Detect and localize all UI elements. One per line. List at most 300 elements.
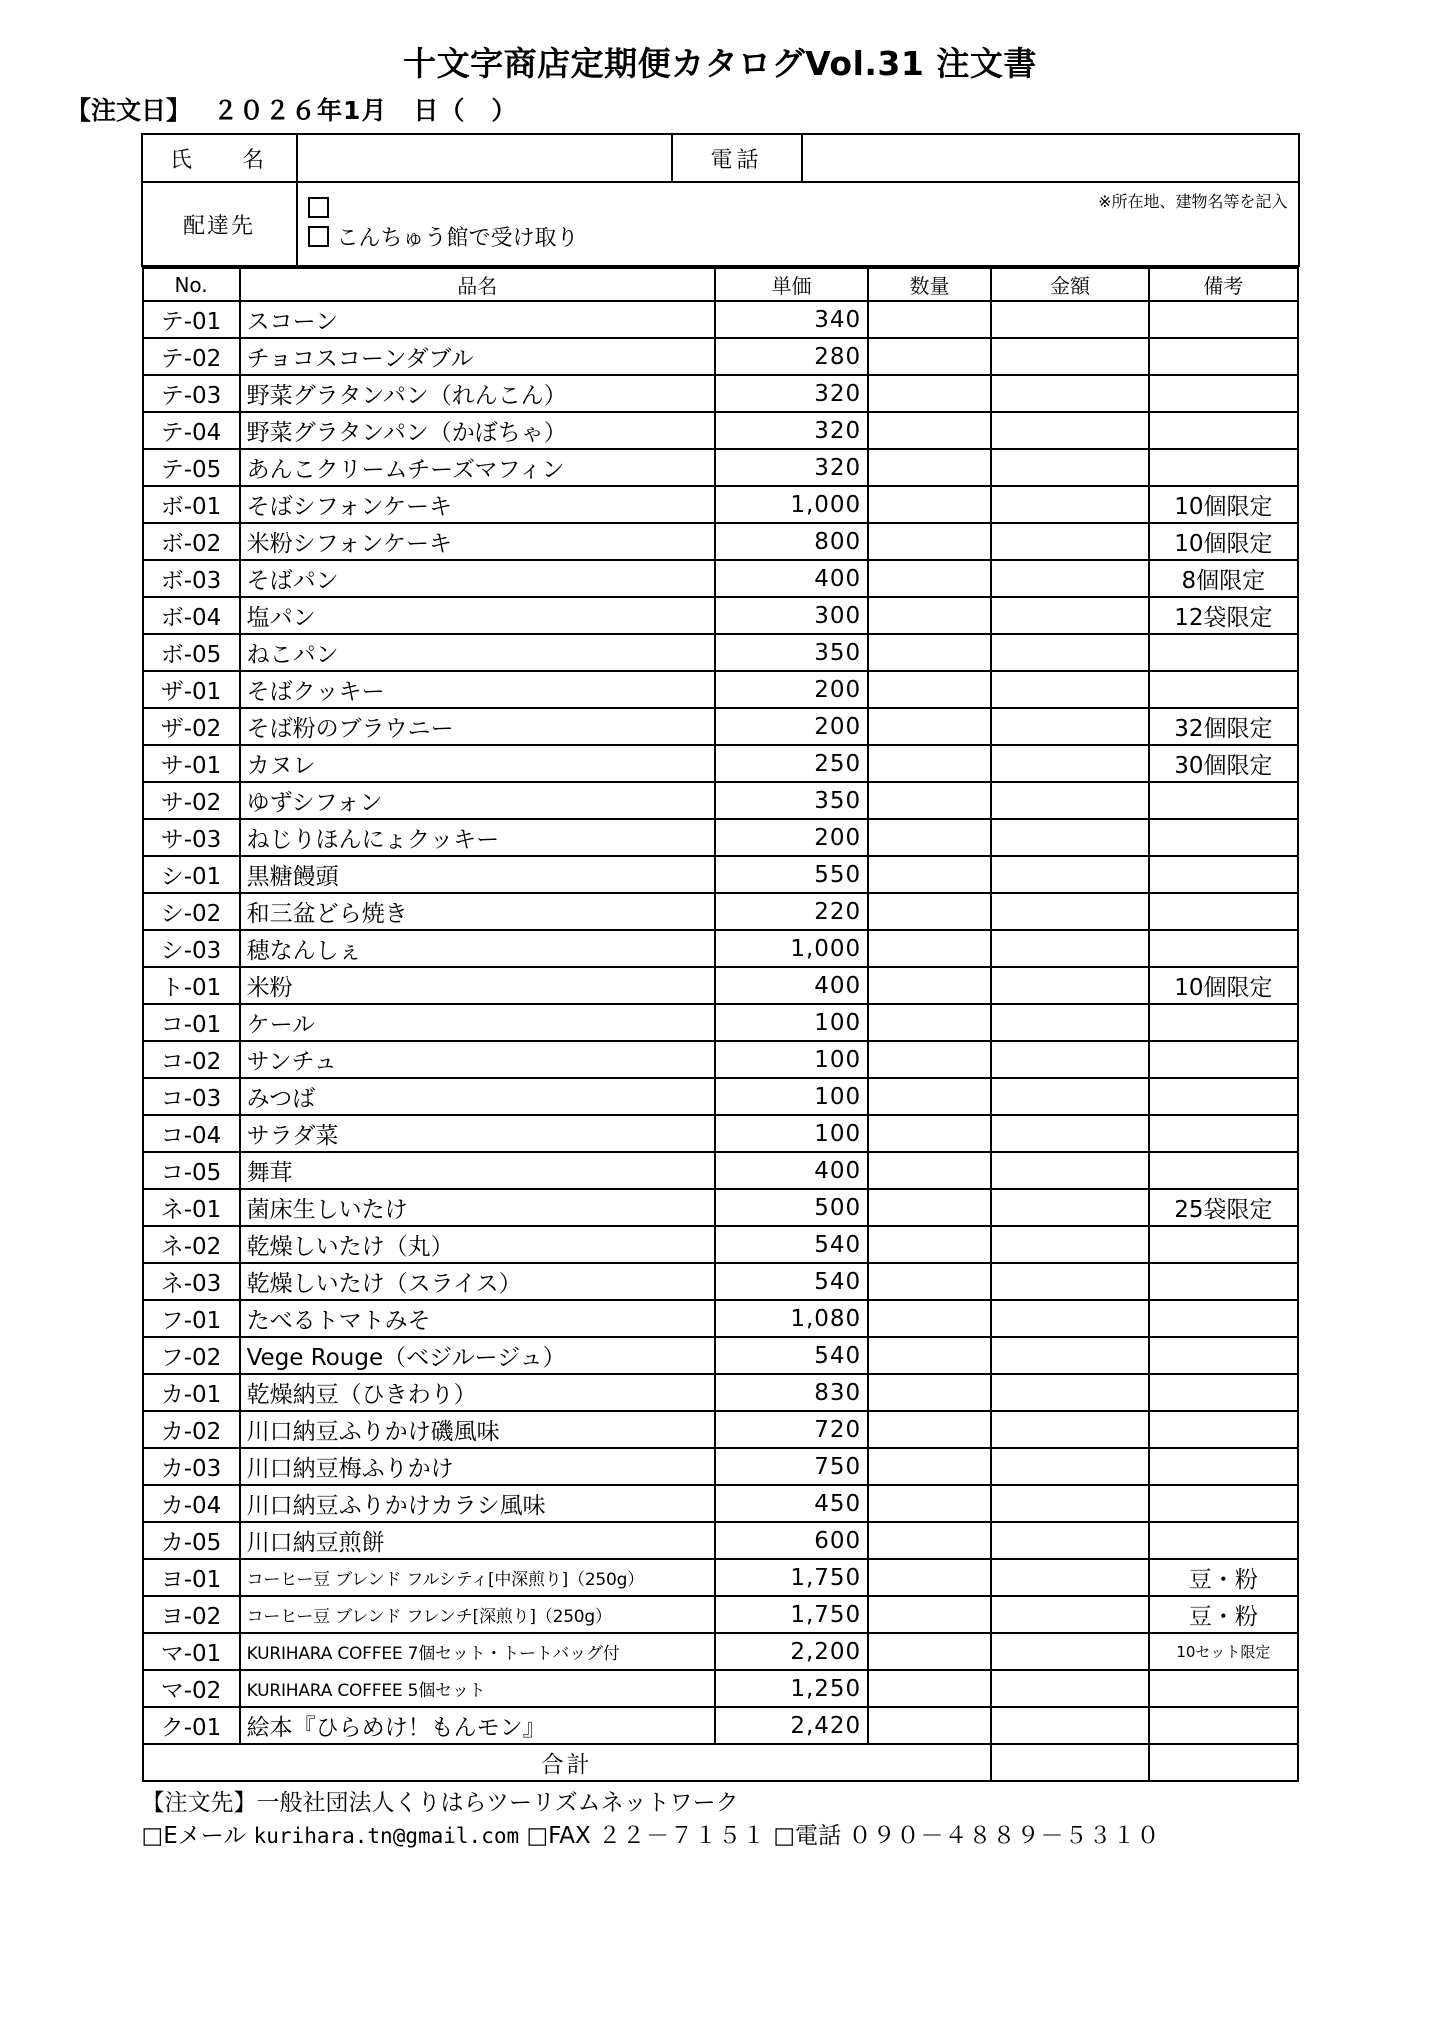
cell-item-name: サンチュ <box>240 1041 715 1078</box>
cell-amount-input[interactable] <box>991 560 1149 597</box>
cell-unit-price: 720 <box>715 1411 868 1448</box>
cell-amount-input[interactable] <box>991 486 1149 523</box>
cell-unit-price: 1,250 <box>715 1670 868 1707</box>
footer-email-label: □Eメール <box>141 1823 247 1850</box>
cell-amount-input[interactable] <box>991 1633 1149 1670</box>
cell-amount-input[interactable] <box>991 412 1149 449</box>
table-row <box>143 597 1298 634</box>
table-row <box>143 1004 1298 1041</box>
cell-amount-input[interactable] <box>991 1522 1149 1559</box>
cell-no: カ-01 <box>143 1374 240 1411</box>
order-date-label: 【注文日】 <box>66 96 192 125</box>
cell-unit-price: 540 <box>715 1263 868 1300</box>
page-title: 十文字商店定期便カタログVol.31 注文書 <box>403 44 1037 83</box>
cell-unit-price: 750 <box>715 1448 868 1485</box>
cell-amount-input[interactable] <box>991 745 1149 782</box>
cell-quantity-input[interactable] <box>868 560 991 597</box>
cell-amount-input[interactable] <box>991 782 1149 819</box>
total-label: 合計 <box>143 1744 991 1781</box>
footer-fax: ２２－７１５１ <box>598 1823 767 1850</box>
cell-unit-price: 350 <box>715 634 868 671</box>
cell-quantity-input[interactable] <box>868 1337 991 1374</box>
customer-name-row <box>142 134 1299 182</box>
cell-no: シ-01 <box>143 856 240 893</box>
cell-no: コ-03 <box>143 1078 240 1115</box>
footer-email[interactable]: kurihara.tn@gmail.com <box>253 1824 520 1849</box>
cell-no: ザ-02 <box>143 708 240 745</box>
cell-note: 10個限定 <box>1149 523 1297 560</box>
cell-no: ト-01 <box>143 967 240 1004</box>
cell-unit-price: 540 <box>715 1337 868 1374</box>
table-row <box>143 1411 1298 1448</box>
cell-quantity-input[interactable] <box>868 1522 991 1559</box>
cell-no: フ-02 <box>143 1337 240 1374</box>
table-header-row <box>143 268 1298 301</box>
cell-quantity-input[interactable] <box>868 523 991 560</box>
cell-amount-input[interactable] <box>991 819 1149 856</box>
cell-note: 12袋限定 <box>1149 597 1297 634</box>
header-item: 品名 <box>240 268 715 301</box>
cell-unit-price: 400 <box>715 967 868 1004</box>
cell-unit-price: 540 <box>715 1226 868 1263</box>
tel-input[interactable] <box>802 134 1299 182</box>
cell-no: マ-02 <box>143 1670 240 1707</box>
cell-unit-price: 450 <box>715 1485 868 1522</box>
cell-unit-price: 1,000 <box>715 930 868 967</box>
table-row <box>143 1263 1298 1300</box>
cell-item-name: 穂なんしぇ <box>240 930 715 967</box>
cell-no: ク-01 <box>143 1707 240 1744</box>
table-row <box>143 1707 1298 1744</box>
cell-quantity-input[interactable] <box>868 1707 991 1744</box>
cell-no: サ-01 <box>143 745 240 782</box>
table-row <box>143 523 1298 560</box>
cell-quantity-input[interactable] <box>868 1559 991 1596</box>
cell-no: シ-02 <box>143 893 240 930</box>
cell-no: テ-02 <box>143 338 240 375</box>
cell-note: 10個限定 <box>1149 486 1297 523</box>
cell-no: ヨ-02 <box>143 1596 240 1633</box>
cell-unit-price: 600 <box>715 1522 868 1559</box>
cell-note: 豆・粉 <box>1149 1596 1297 1633</box>
cell-amount-input[interactable] <box>991 893 1149 930</box>
cell-note <box>1149 782 1297 819</box>
cell-item-name: 塩パン <box>240 597 715 634</box>
table-row <box>143 1226 1298 1263</box>
cell-unit-price: 280 <box>715 338 868 375</box>
total-row <box>143 1744 1298 1781</box>
cell-quantity-input[interactable] <box>868 1448 991 1485</box>
cell-item-name: 米粉 <box>240 967 715 1004</box>
cell-item-name: 川口納豆梅ふりかけ <box>240 1448 715 1485</box>
footer-fax-label: □FAX <box>526 1823 591 1850</box>
cell-quantity-input[interactable] <box>868 1596 991 1633</box>
cell-unit-price: 100 <box>715 1004 868 1041</box>
cell-amount-input[interactable] <box>991 856 1149 893</box>
table-row <box>143 782 1298 819</box>
cell-note <box>1149 1485 1297 1522</box>
cell-item-name: 菌床生しいたけ <box>240 1189 715 1226</box>
cell-no: ボ-01 <box>143 486 240 523</box>
cell-note <box>1149 1411 1297 1448</box>
cell-note <box>1149 412 1297 449</box>
cell-item-name: 絵本『ひらめけ！もんモン』 <box>240 1707 715 1744</box>
cell-unit-price: 1,750 <box>715 1559 868 1596</box>
cell-item-name: 川口納豆ふりかけ磯風味 <box>240 1411 715 1448</box>
cell-item-name: 川口納豆ふりかけカラシ風味 <box>240 1485 715 1522</box>
cell-amount-input[interactable] <box>991 1189 1149 1226</box>
cell-unit-price: 200 <box>715 671 868 708</box>
cell-note: 30個限定 <box>1149 745 1297 782</box>
cell-quantity-input[interactable] <box>868 745 991 782</box>
cell-item-name: 黒糖饅頭 <box>240 856 715 893</box>
cell-amount-input[interactable] <box>991 708 1149 745</box>
cell-amount-input[interactable] <box>991 1263 1149 1300</box>
cell-unit-price: 320 <box>715 375 868 412</box>
cell-note: 10セット限定 <box>1149 1633 1297 1670</box>
cell-quantity-input[interactable] <box>868 819 991 856</box>
cell-amount-input[interactable] <box>991 523 1149 560</box>
cell-no: ネ-03 <box>143 1263 240 1300</box>
cell-amount-input[interactable] <box>991 338 1149 375</box>
total-amount-input[interactable] <box>991 1744 1149 1781</box>
delivery-options-cell <box>297 182 1299 266</box>
table-row <box>143 819 1298 856</box>
cell-quantity-input[interactable] <box>868 856 991 893</box>
cell-no: ザ-01 <box>143 671 240 708</box>
cell-item-name: サラダ菜 <box>240 1115 715 1152</box>
cell-note <box>1149 671 1297 708</box>
cell-item-name: カヌレ <box>240 745 715 782</box>
cell-quantity-input[interactable] <box>868 967 991 1004</box>
cell-item-name: コーヒー豆 ブレンド フレンチ[深煎り]（250g） <box>240 1596 715 1633</box>
cell-no: マ-01 <box>143 1633 240 1670</box>
order-date-row <box>66 91 1392 127</box>
cell-note: 25袋限定 <box>1149 1189 1297 1226</box>
cell-unit-price: 830 <box>715 1374 868 1411</box>
order-date-value: ２０２６年1月 日（ ） <box>213 96 518 125</box>
cell-note <box>1149 338 1297 375</box>
name-input[interactable] <box>297 134 672 182</box>
cell-amount-input[interactable] <box>991 1670 1149 1707</box>
cell-unit-price: 1,750 <box>715 1596 868 1633</box>
table-row <box>143 1078 1298 1115</box>
table-row <box>143 1337 1298 1374</box>
cell-item-name: コーヒー豆 ブレンド フルシティ[中深煎り]（250g） <box>240 1559 715 1596</box>
cell-note <box>1149 1707 1297 1744</box>
cell-quantity-input[interactable] <box>868 1189 991 1226</box>
table-row <box>143 1300 1298 1337</box>
cell-no: シ-03 <box>143 930 240 967</box>
cell-note <box>1149 893 1297 930</box>
cell-unit-price: 2,420 <box>715 1707 868 1744</box>
cell-unit-price: 400 <box>715 1152 868 1189</box>
footer-tel: ０９０－４８８９－５３１０ <box>848 1823 1161 1850</box>
cell-note <box>1149 634 1297 671</box>
cell-note <box>1149 856 1297 893</box>
cell-no: フ-01 <box>143 1300 240 1337</box>
table-row <box>143 1374 1298 1411</box>
cell-note <box>1149 1078 1297 1115</box>
cell-quantity-input[interactable] <box>868 930 991 967</box>
cell-no: カ-04 <box>143 1485 240 1522</box>
cell-amount-input[interactable] <box>991 1707 1149 1744</box>
cell-no: カ-02 <box>143 1411 240 1448</box>
cell-note <box>1149 449 1297 486</box>
cell-item-name: 乾燥しいたけ（丸） <box>240 1226 715 1263</box>
cell-note: 豆・粉 <box>1149 1559 1297 1596</box>
delivery-row <box>142 182 1299 266</box>
cell-note <box>1149 1337 1297 1374</box>
delivery-note: ※所在地、建物名等を記入 <box>1098 192 1288 211</box>
cell-unit-price: 200 <box>715 708 868 745</box>
cell-item-name: そばパン <box>240 560 715 597</box>
cell-amount-input[interactable] <box>991 1078 1149 1115</box>
cell-no: コ-01 <box>143 1004 240 1041</box>
cell-amount-input[interactable] <box>991 375 1149 412</box>
cell-unit-price: 220 <box>715 893 868 930</box>
cell-quantity-input[interactable] <box>868 1374 991 1411</box>
cell-note <box>1149 1374 1297 1411</box>
table-row <box>143 634 1298 671</box>
cell-quantity-input[interactable] <box>868 1078 991 1115</box>
cell-item-name: ゆずシフォン <box>240 782 715 819</box>
cell-quantity-input[interactable] <box>868 1152 991 1189</box>
cell-unit-price: 250 <box>715 745 868 782</box>
cell-amount-input[interactable] <box>991 1448 1149 1485</box>
table-row <box>143 671 1298 708</box>
cell-quantity-input[interactable] <box>868 1115 991 1152</box>
cell-note <box>1149 301 1297 338</box>
table-row <box>143 1559 1298 1596</box>
cell-note: 10個限定 <box>1149 967 1297 1004</box>
cell-note <box>1149 1226 1297 1263</box>
cell-no: コ-04 <box>143 1115 240 1152</box>
cell-quantity-input[interactable] <box>868 412 991 449</box>
table-row <box>143 1448 1298 1485</box>
cell-unit-price: 100 <box>715 1078 868 1115</box>
cell-no: テ-03 <box>143 375 240 412</box>
table-row <box>143 893 1298 930</box>
cell-item-name: そば粉のブラウニー <box>240 708 715 745</box>
table-row <box>143 338 1298 375</box>
cell-item-name: チョコスコーンダブル <box>240 338 715 375</box>
cell-quantity-input[interactable] <box>868 1263 991 1300</box>
footer <box>142 1788 1299 1852</box>
cell-amount-input[interactable] <box>991 1485 1149 1522</box>
table-row <box>143 1115 1298 1152</box>
cell-unit-price: 500 <box>715 1189 868 1226</box>
customer-info-table <box>141 133 1300 267</box>
footer-tel-label: □電話 <box>773 1823 842 1850</box>
name-label: 氏 名 <box>142 134 297 182</box>
cell-item-name: 野菜グラタンパン（れんこん） <box>240 375 715 412</box>
cell-unit-price: 1,000 <box>715 486 868 523</box>
cell-item-name: 舞茸 <box>240 1152 715 1189</box>
cell-note <box>1149 1152 1297 1189</box>
table-row <box>143 560 1298 597</box>
cell-quantity-input[interactable] <box>868 1041 991 1078</box>
cell-note <box>1149 1263 1297 1300</box>
cell-note <box>1149 1670 1297 1707</box>
cell-item-name: 和三盆どら焼き <box>240 893 715 930</box>
cell-item-name: KURIHARA COFFEE 7個セット・トートバッグ付 <box>240 1633 715 1670</box>
cell-amount-input[interactable] <box>991 1300 1149 1337</box>
cell-quantity-input[interactable] <box>868 486 991 523</box>
header-qty: 数量 <box>868 268 991 301</box>
table-row <box>143 708 1298 745</box>
cell-amount-input[interactable] <box>991 301 1149 338</box>
cell-amount-input[interactable] <box>991 1004 1149 1041</box>
cell-unit-price: 550 <box>715 856 868 893</box>
cell-amount-input[interactable] <box>991 1226 1149 1263</box>
cell-quantity-input[interactable] <box>868 1226 991 1263</box>
order-items-table <box>142 267 1299 1782</box>
cell-no: テ-01 <box>143 301 240 338</box>
cell-item-name: あんこクリームチーズマフィン <box>240 449 715 486</box>
cell-unit-price: 100 <box>715 1041 868 1078</box>
cell-unit-price: 400 <box>715 560 868 597</box>
cell-amount-input[interactable] <box>991 449 1149 486</box>
cell-note <box>1149 819 1297 856</box>
cell-unit-price: 320 <box>715 412 868 449</box>
table-row <box>143 1152 1298 1189</box>
table-row <box>143 930 1298 967</box>
cell-unit-price: 320 <box>715 449 868 486</box>
cell-quantity-input[interactable] <box>868 597 991 634</box>
cell-quantity-input[interactable] <box>868 1670 991 1707</box>
cell-unit-price: 100 <box>715 1115 868 1152</box>
table-row <box>143 1670 1298 1707</box>
cell-unit-price: 2,200 <box>715 1633 868 1670</box>
table-row <box>143 1485 1298 1522</box>
cell-note <box>1149 375 1297 412</box>
cell-no: ヨ-01 <box>143 1559 240 1596</box>
cell-item-name: KURIHARA COFFEE 5個セット <box>240 1670 715 1707</box>
cell-no: コ-05 <box>143 1152 240 1189</box>
table-row <box>143 412 1298 449</box>
cell-item-name: ねじりほんにょクッキー <box>240 819 715 856</box>
cell-no: サ-02 <box>143 782 240 819</box>
cell-quantity-input[interactable] <box>868 1411 991 1448</box>
cell-quantity-input[interactable] <box>868 301 991 338</box>
cell-quantity-input[interactable] <box>868 1004 991 1041</box>
cell-note <box>1149 1448 1297 1485</box>
checkbox-icon[interactable] <box>308 197 329 218</box>
cell-amount-input[interactable] <box>991 1411 1149 1448</box>
cell-item-name: 野菜グラタンパン（かぼちゃ） <box>240 412 715 449</box>
total-note-cell <box>1149 1744 1297 1781</box>
delivery-pickup-option[interactable] <box>308 221 1288 252</box>
cell-amount-input[interactable] <box>991 967 1149 1004</box>
cell-amount-input[interactable] <box>991 1115 1149 1152</box>
table-row <box>143 967 1298 1004</box>
cell-quantity-input[interactable] <box>868 1300 991 1337</box>
cell-item-name: ねこパン <box>240 634 715 671</box>
footer-contacts <box>142 1821 1299 1852</box>
tel-label: 電話 <box>672 134 802 182</box>
cell-amount-input[interactable] <box>991 1374 1149 1411</box>
cell-amount-input[interactable] <box>991 597 1149 634</box>
footer-order-to: 【注文先】一般社団法人くりはらツーリズムネットワーク <box>141 1790 739 1816</box>
cell-amount-input[interactable] <box>991 930 1149 967</box>
cell-no: サ-03 <box>143 819 240 856</box>
cell-quantity-input[interactable] <box>868 1633 991 1670</box>
cell-item-name: たべるトマトみそ <box>240 1300 715 1337</box>
cell-no: ネ-02 <box>143 1226 240 1263</box>
cell-amount-input[interactable] <box>991 1596 1149 1633</box>
table-row <box>143 1522 1298 1559</box>
cell-note: 32個限定 <box>1149 708 1297 745</box>
table-row <box>143 856 1298 893</box>
cell-quantity-input[interactable] <box>868 708 991 745</box>
cell-quantity-input[interactable] <box>868 449 991 486</box>
cell-no: ボ-04 <box>143 597 240 634</box>
cell-no: ボ-02 <box>143 523 240 560</box>
header-amount: 金額 <box>991 268 1149 301</box>
cell-note: 8個限定 <box>1149 560 1297 597</box>
table-row <box>143 1596 1298 1633</box>
cell-no: コ-02 <box>143 1041 240 1078</box>
cell-unit-price: 800 <box>715 523 868 560</box>
cell-quantity-input[interactable] <box>868 1485 991 1522</box>
delivery-label: 配達先 <box>142 182 297 266</box>
cell-amount-input[interactable] <box>991 634 1149 671</box>
cell-amount-input[interactable] <box>991 1559 1149 1596</box>
cell-no: テ-05 <box>143 449 240 486</box>
cell-quantity-input[interactable] <box>868 338 991 375</box>
cell-quantity-input[interactable] <box>868 893 991 930</box>
cell-no: カ-05 <box>143 1522 240 1559</box>
cell-quantity-input[interactable] <box>868 782 991 819</box>
cell-quantity-input[interactable] <box>868 375 991 412</box>
table-row <box>143 375 1298 412</box>
cell-item-name: 乾燥納豆（ひきわり） <box>240 1374 715 1411</box>
table-row <box>143 449 1298 486</box>
cell-amount-input[interactable] <box>991 1041 1149 1078</box>
cell-item-name: そばシフォンケーキ <box>240 486 715 523</box>
table-body <box>143 301 1298 1744</box>
table-row <box>143 1633 1298 1670</box>
cell-note <box>1149 1004 1297 1041</box>
cell-unit-price: 350 <box>715 782 868 819</box>
cell-item-name: ケール <box>240 1004 715 1041</box>
cell-item-name: スコーン <box>240 301 715 338</box>
cell-item-name: みつば <box>240 1078 715 1115</box>
table-row <box>143 1189 1298 1226</box>
checkbox-icon[interactable] <box>308 226 329 247</box>
table-row <box>143 1041 1298 1078</box>
table-row <box>143 301 1298 338</box>
table-row <box>143 745 1298 782</box>
cell-note <box>1149 1041 1297 1078</box>
cell-item-name: Vege Rouge（ベジルージュ） <box>240 1337 715 1374</box>
cell-no: カ-03 <box>143 1448 240 1485</box>
cell-note <box>1149 930 1297 967</box>
cell-quantity-input[interactable] <box>868 634 991 671</box>
cell-item-name: 乾燥しいたけ（スライス） <box>240 1263 715 1300</box>
cell-note <box>1149 1522 1297 1559</box>
cell-amount-input[interactable] <box>991 671 1149 708</box>
cell-amount-input[interactable] <box>991 1337 1149 1374</box>
cell-no: ネ-01 <box>143 1189 240 1226</box>
cell-unit-price: 300 <box>715 597 868 634</box>
cell-unit-price: 200 <box>715 819 868 856</box>
cell-no: ボ-05 <box>143 634 240 671</box>
cell-item-name: そばクッキー <box>240 671 715 708</box>
cell-amount-input[interactable] <box>991 1152 1149 1189</box>
cell-quantity-input[interactable] <box>868 671 991 708</box>
